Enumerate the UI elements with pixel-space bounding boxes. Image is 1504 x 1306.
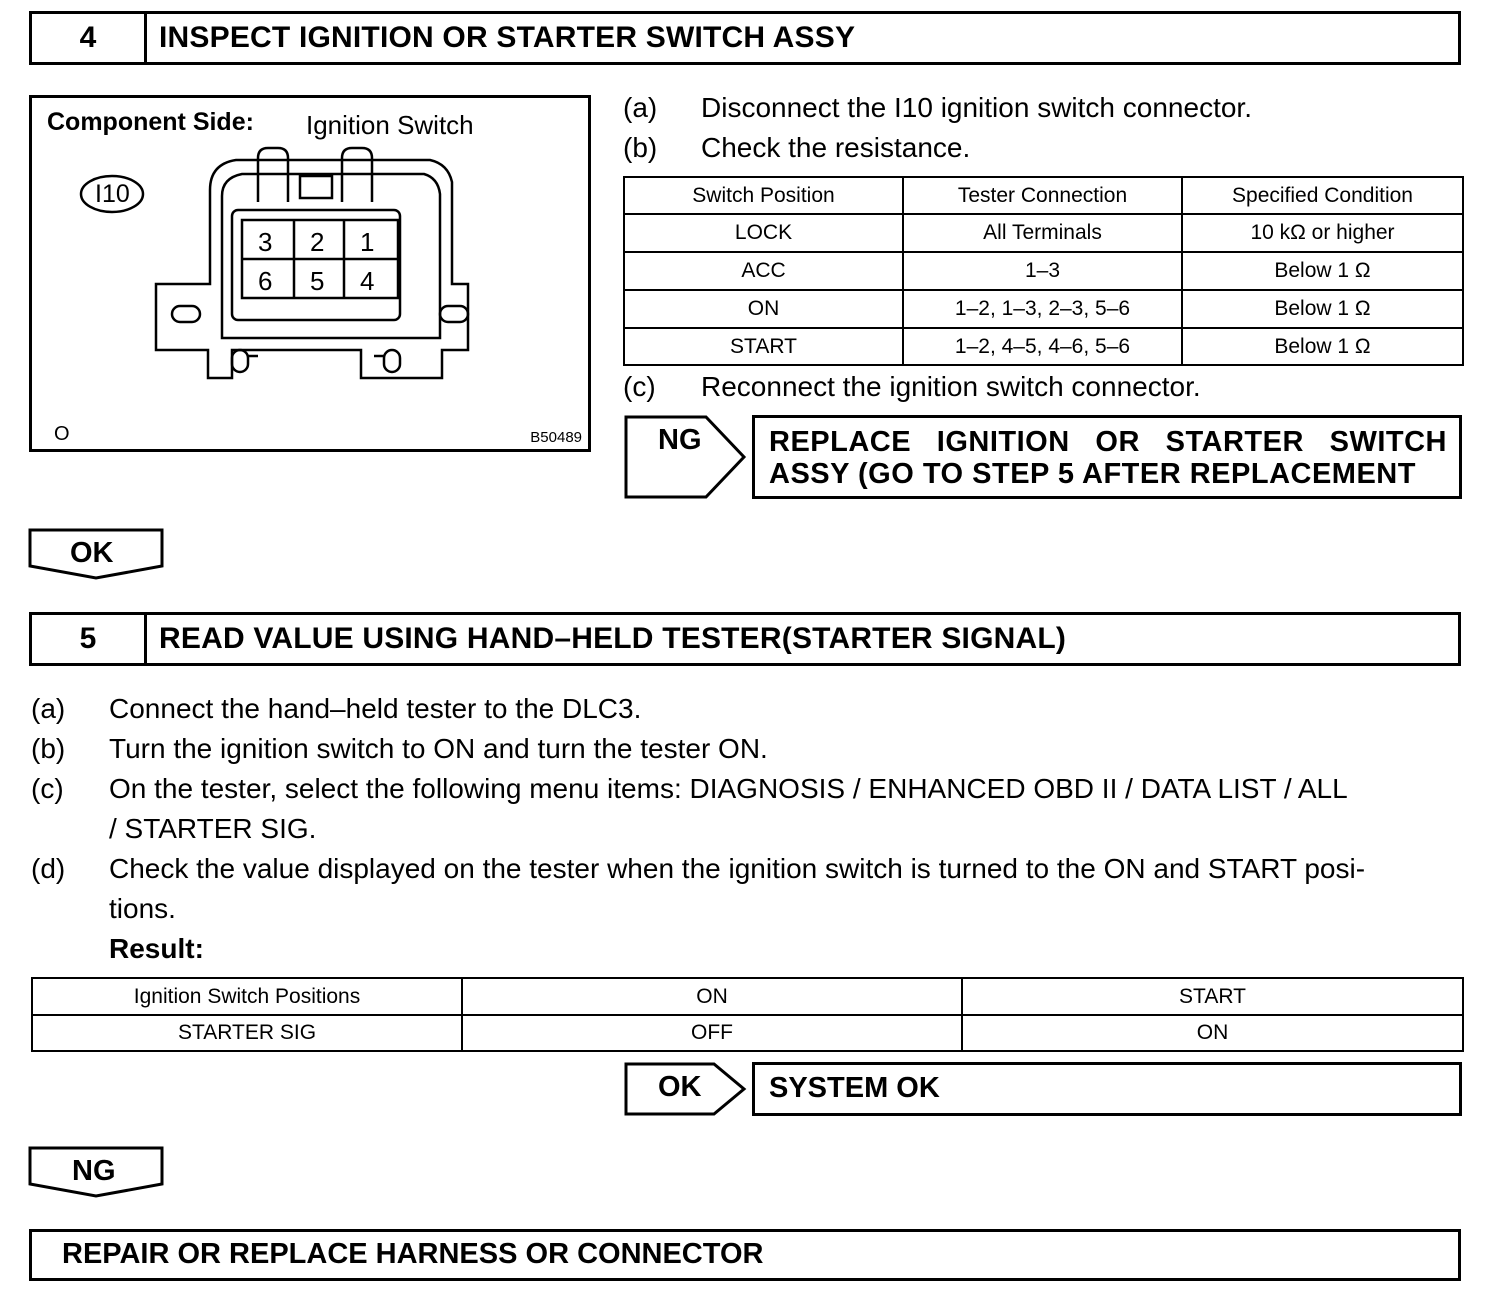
table-cell: START xyxy=(962,978,1463,1015)
table-cell: STARTER SIG xyxy=(32,1015,462,1051)
pin-1: 1 xyxy=(360,227,375,257)
connector-id-label: I10 xyxy=(95,180,130,208)
header-specified-condition: Specified Condition xyxy=(1182,177,1463,214)
step-5-header xyxy=(29,612,1461,666)
item-text: Turn the ignition switch to ON and turn the tester ON. xyxy=(109,733,768,764)
item-text: / STARTER SIG. xyxy=(109,813,317,844)
step-title: INSPECT IGNITION OR STARTER SWITCH ASSY xyxy=(159,21,856,54)
result-label: Result: xyxy=(109,933,204,964)
item-marker: (c) xyxy=(31,773,64,804)
component-side-label: Component Side: xyxy=(47,108,254,136)
result-table xyxy=(31,977,1464,1052)
step-4-header xyxy=(29,11,1461,65)
connector-diagram xyxy=(29,95,591,452)
part-name-label: Ignition Switch xyxy=(306,110,474,140)
item-text: Connect the hand–held tester to the DLC3. xyxy=(109,693,642,724)
item-marker: (b) xyxy=(31,733,66,764)
table-cell: 1–2, 4–5, 4–6, 5–6 xyxy=(903,328,1182,365)
item-text: Check the resistance. xyxy=(701,132,971,163)
table-cell: 1–3 xyxy=(903,252,1182,290)
pin-5: 5 xyxy=(310,266,325,296)
table-cell: Below 1 Ω xyxy=(1182,252,1463,290)
table-header-row xyxy=(624,177,1463,214)
table-cell: ACC xyxy=(624,252,903,290)
table-cell: 1–2, 1–3, 2–3, 5–6 xyxy=(903,290,1182,328)
final-action-box xyxy=(29,1229,1461,1281)
pin-3: 3 xyxy=(258,227,273,257)
header-switch-position: Switch Position xyxy=(624,177,903,214)
step-number: 4 xyxy=(32,14,147,62)
item-marker: (a) xyxy=(31,693,66,724)
table-cell: 10 kΩ or higher xyxy=(1182,214,1463,252)
item-marker: (c) xyxy=(623,371,656,402)
item-marker: (a) xyxy=(623,92,658,123)
table-cell: Below 1 Ω xyxy=(1182,290,1463,328)
ng-label: NG xyxy=(658,424,702,456)
ng-action-box xyxy=(752,415,1462,499)
table-cell: ON xyxy=(624,290,903,328)
table-row xyxy=(32,978,1463,1015)
ng-action-line-2: ASSY (GO TO STEP 5 AFTER REPLACEMENT xyxy=(769,458,1416,490)
table-cell: LOCK xyxy=(624,214,903,252)
item-marker: (b) xyxy=(623,132,658,163)
table-cell: START xyxy=(624,328,903,365)
item-text: On the tester, select the following menu items: DIAGNOSIS / ENHANCED OBD II / DATA LIST / ALL xyxy=(109,773,1348,804)
item-text: Disconnect the I10 ignition switch connector. xyxy=(701,92,1252,123)
table-row xyxy=(624,328,1463,365)
resistance-table xyxy=(623,176,1464,366)
table-row xyxy=(624,252,1463,290)
ok-label: OK xyxy=(658,1071,702,1103)
final-action-text: REPAIR OR REPLACE HARNESS OR CONNECTOR xyxy=(62,1238,764,1270)
table-row xyxy=(624,290,1463,328)
table-cell: ON xyxy=(962,1015,1463,1051)
ok-label: OK xyxy=(70,537,114,569)
item-marker: (d) xyxy=(31,853,66,884)
step-title: READ VALUE USING HAND–HELD TESTER(STARTER SIGNAL) xyxy=(159,622,1067,655)
table-cell: Ignition Switch Positions xyxy=(32,978,462,1015)
pin-4: 4 xyxy=(360,266,375,296)
ng-label: NG xyxy=(72,1155,116,1187)
table-cell: ON xyxy=(462,978,962,1015)
item-text: tions. xyxy=(109,893,176,924)
header-tester-connection: Tester Connection xyxy=(903,177,1182,214)
table-cell: OFF xyxy=(462,1015,962,1051)
step-number: 5 xyxy=(32,615,147,663)
table-cell: Below 1 Ω xyxy=(1182,328,1463,365)
system-ok-text: SYSTEM OK xyxy=(769,1072,940,1104)
corner-mark: O xyxy=(54,423,70,445)
table-cell: All Terminals xyxy=(903,214,1182,252)
item-text: Reconnect the ignition switch connector. xyxy=(701,371,1201,402)
pin-6: 6 xyxy=(258,266,273,296)
ng-action-line-1: REPLACE IGNITION OR STARTER SWITCH xyxy=(769,426,1447,458)
table-row xyxy=(624,214,1463,252)
item-text: Check the value displayed on the tester when the ignition switch is turned to the ON and START posi- xyxy=(109,853,1366,884)
system-ok-box xyxy=(752,1062,1462,1116)
pin-2: 2 xyxy=(310,227,325,257)
figure-code: B50489 xyxy=(530,429,582,446)
table-row xyxy=(32,1015,1463,1051)
